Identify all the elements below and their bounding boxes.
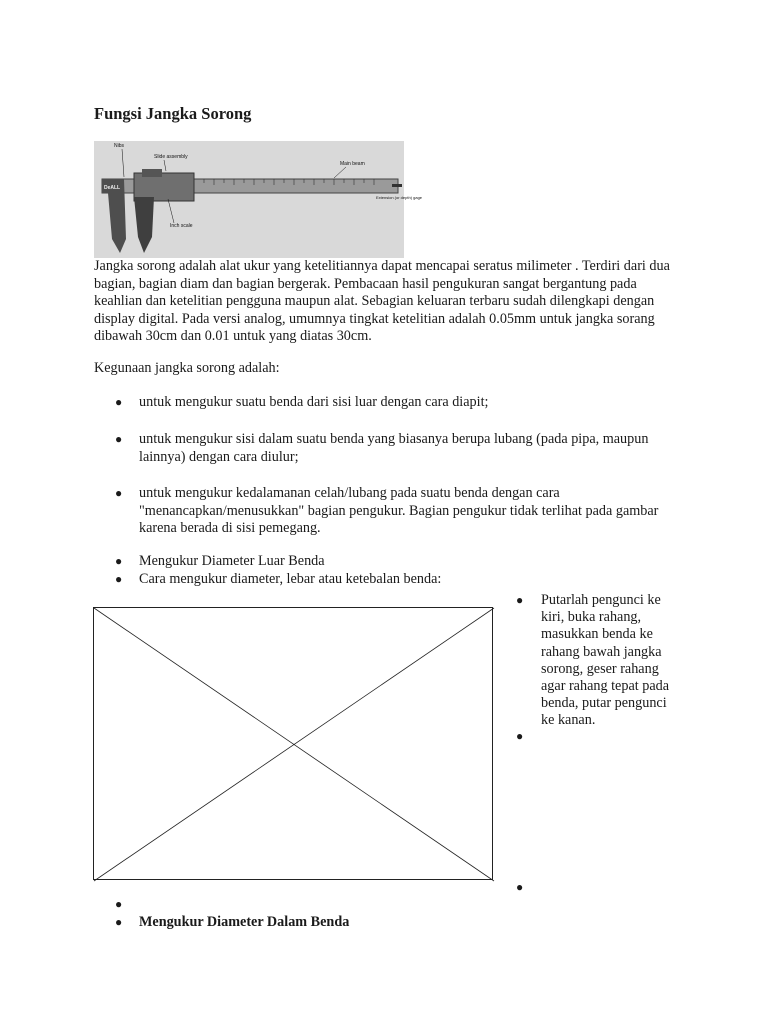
brand-logo: DeALL	[104, 185, 121, 191]
label-extension-gauge: Extension (or depth) gage	[376, 195, 423, 200]
list-item	[115, 914, 679, 932]
use-text: untuk mengukur sisi dalam suatu benda yang biasanya berupa lubang (pada pipa, maupun lainnya) dengan cara diulur;	[139, 431, 649, 465]
bullet-icon: ●	[115, 554, 123, 568]
bullet-icon: ●	[115, 915, 123, 929]
section-outer-diameter: Mengukur Diameter Luar Benda	[139, 553, 325, 569]
list-item	[115, 553, 679, 571]
uses-lead: Kegunaan jangka sorong adalah:	[94, 360, 280, 376]
bullet-icon: ●	[115, 432, 123, 446]
vernier-caliper-photo	[94, 141, 423, 258]
intro-paragraph: Jangka sorong adalah alat ukur yang ketelitiannya dapat mencapai seratus milimeter . Terdiri dari dua bagian, bagian diam dan bagian bergerak. Pembacaan hasil pengukuran sangat bergantung pada keahlian dan ketelitian pengguna maupun alat. Sebagian keluaran terbaru sudah dilengkapi dengan display digital. Pada versi analog, umumnya tingkat ketelitian adalah 0.05mm untuk jangka sorang dibawah 30cm dan 0.01 untuk yang diatas 30cm.	[94, 258, 670, 345]
use-text: untuk mengukur kedalamanan celah/lubang pada suatu benda dengan cara "menancapkan/menusukkan" bagian pengukur. Bagian pengukur tidak terlihat pada gambar karena berada di sisi pemegang.	[139, 485, 659, 537]
bullet-icon: ●	[115, 572, 123, 586]
step-text: Putarlah pengunci ke kiri, buka rahang, masukkan benda ke rahang bawah jangka sorong, geser rahang agar rahang tepat pada benda, putar pengunci ke kanan.	[541, 592, 670, 729]
section-inner-diameter: Mengukur Diameter Dalam Benda	[139, 914, 350, 930]
label-main-beam: Main beam	[340, 161, 365, 167]
label-nibs: Nibs	[114, 143, 125, 149]
bullet-icon: ●	[115, 897, 123, 911]
label-inch-scale: Inch scale	[170, 223, 193, 229]
list-item	[115, 431, 679, 466]
list-item	[115, 485, 679, 538]
bullet-icon: ●	[115, 486, 123, 500]
bullet-icon: ●	[115, 395, 123, 409]
list-item	[516, 592, 681, 730]
list-item	[115, 394, 679, 412]
label-slide-assembly: Slide assembly	[154, 154, 188, 160]
missing-image-placeholder	[93, 607, 493, 880]
use-text: untuk mengukur suatu benda dari sisi luar dengan cara diapit;	[139, 394, 489, 410]
how-to-measure: Cara mengukur diameter, lebar atau ketebalan benda:	[139, 571, 442, 587]
bullet-icon: ●	[516, 729, 524, 743]
list-item	[115, 571, 679, 589]
bullet-icon: ●	[516, 880, 524, 894]
bullet-icon: ●	[516, 593, 524, 607]
document-title: Fungsi Jangka Sorong	[94, 104, 252, 123]
